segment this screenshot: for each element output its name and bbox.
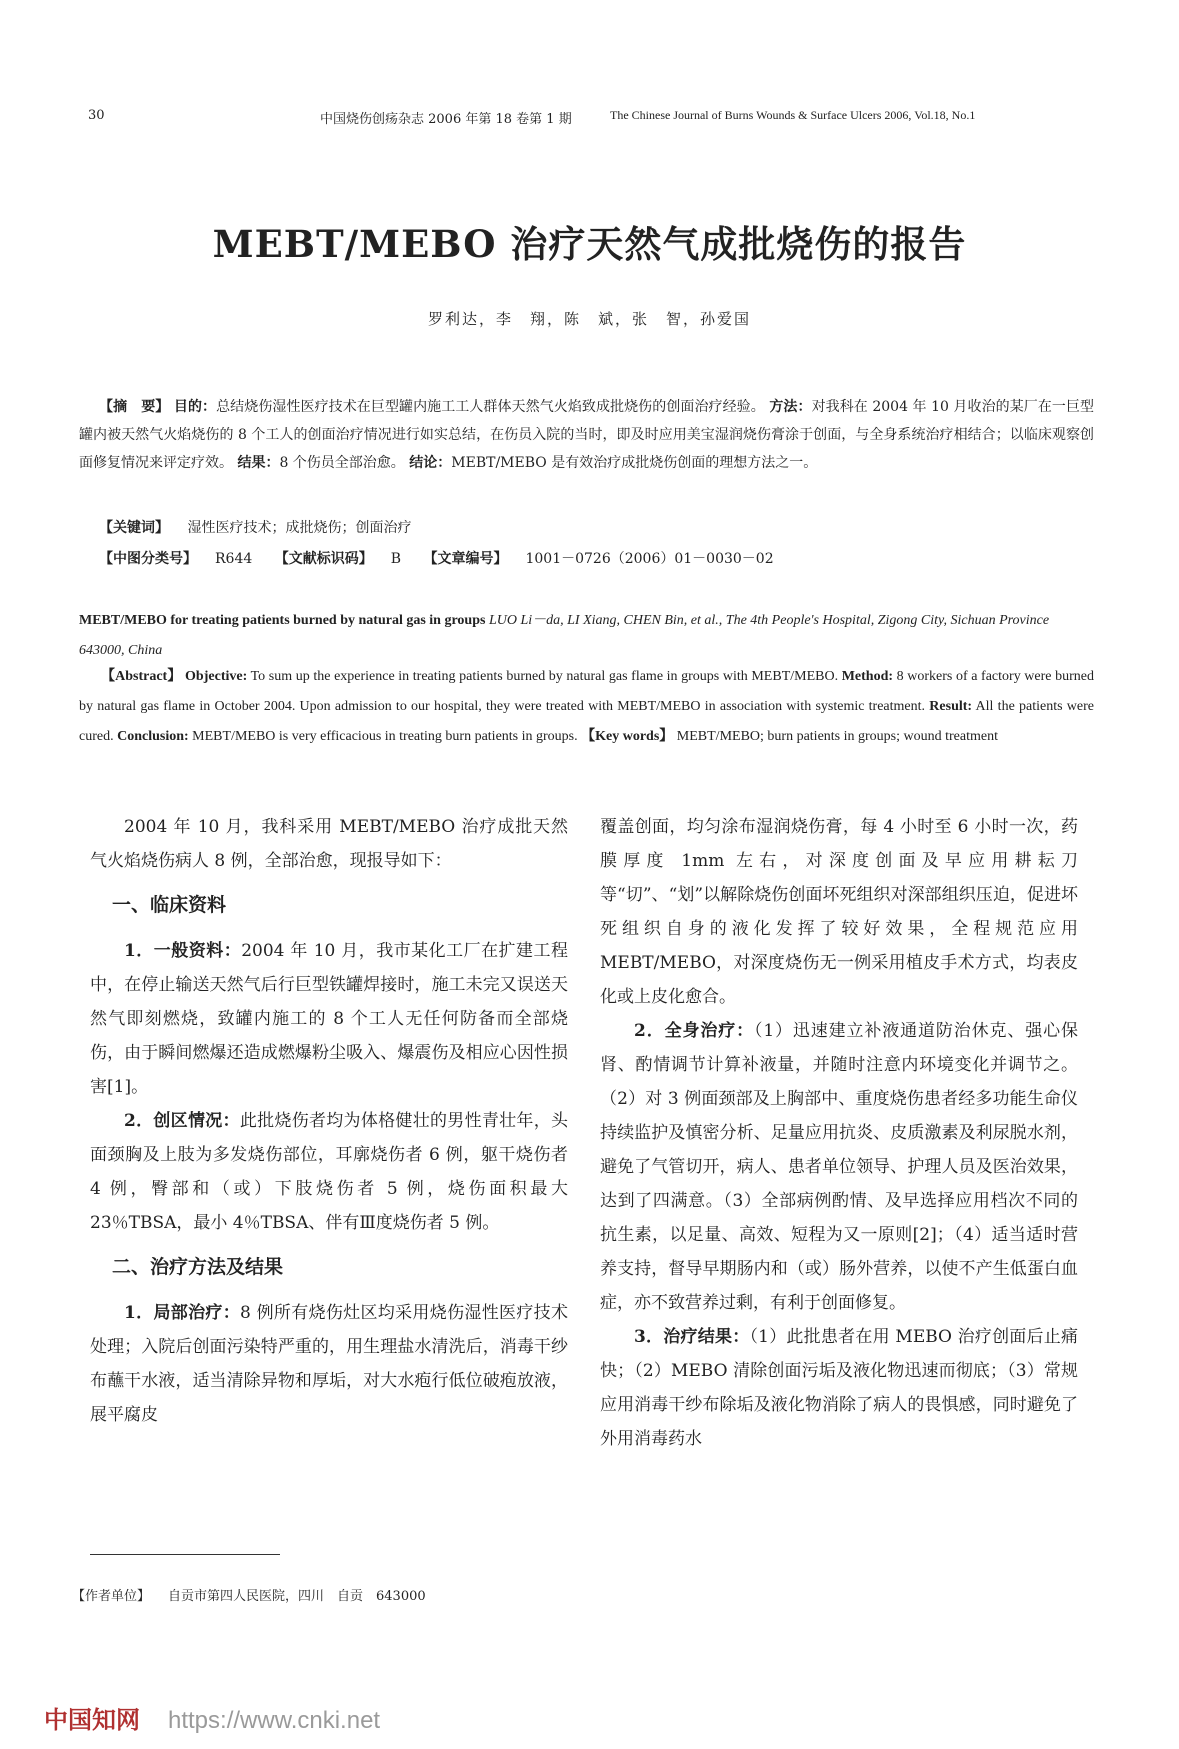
author-list: 罗利达，李 翔，陈 斌，张 智，孙爱国 [427, 310, 751, 328]
en-keywords-text: MEBT/MEBO; burn patients in groups; wound treatment [676, 729, 998, 744]
en-conclusion-label: Conclusion: [117, 729, 189, 744]
en-objective-label: Objective: [185, 669, 248, 684]
conclusion-label: 结论： [409, 455, 452, 471]
page-number: 30 [88, 108, 105, 123]
section-heading-clinical: 一、临床资料 [112, 894, 227, 916]
local-treatment-label: 1．局部治疗： [124, 1303, 241, 1323]
wound-area-paragraph [90, 1104, 568, 1240]
en-abstract-label: 【Abstract】 [101, 669, 182, 684]
footnote-divider [90, 1554, 280, 1555]
doc-code-value: B [390, 551, 402, 567]
abstract-en [79, 662, 1094, 752]
general-info-label: 1．一般资料： [124, 941, 242, 961]
method-text: 对我科在 2004 年 10 月收治的某厂在一巨型罐内被天然气火焰烧伤的 8 个工人的创面治疗情况进行如实总结，在伤员入院的当时，即及时应用美宝湿润烧伤膏涂于创面，与全身系统治疗相结合；以临床观察创面修复情况来评定疗效。 [79, 399, 1095, 471]
results-paragraph [600, 1320, 1078, 1456]
en-result-label: Result: [929, 699, 973, 714]
objective-label: 目的： [173, 399, 217, 415]
abstract-label: 【摘 要】 [99, 399, 170, 415]
results-text: （1）此批患者在用 MEBO 治疗创面后止痛快；（2）MEBO 清除创面污垢及液化物迅速而彻底；（3）常规应用消毒干纱布除垢及液化物消除了病人的畏惧感，同时避免了外用消毒药水 [600, 1327, 1078, 1449]
wound-area-label: 2．创区情况： [124, 1111, 240, 1131]
abstract-cn [79, 393, 1094, 477]
footnote-label: 【作者单位】 [72, 1589, 151, 1604]
english-authors-affiliation: LUO Li－da, LI Xiang, CHEN Bin, et al., The 4th People's Hospital, Zigong City, Sichuan Province 643000, China [79, 613, 1050, 658]
wound-area-text: 此批烧伤者均为体格健壮的男性青壮年，头面颈胸及上肢为多发烧伤部位，耳廓烧伤者 6 例，躯干烧伤者 4 例，臀部和（或）下肢烧伤者 5 例，烧伤面积最大 23％TBSA，最小 4％TBSA、伴有Ⅲ度烧伤者 5 例。 [90, 1111, 568, 1233]
conclusion-text: MEBT/MEBO 是有效治疗成批烧伤创面的理想方法之一。 [451, 455, 818, 471]
section-heading-treatment: 二、治疗方法及结果 [112, 1256, 284, 1278]
doc-code-label: 【文献标识码】 [274, 551, 373, 567]
body-left-column [90, 810, 568, 1432]
cnki-logo: 中国知网 [44, 1707, 140, 1734]
en-objective-text: To sum up the experience in treating patients burned by natural gas flame in groups with MEBT/MEBO. [250, 669, 839, 684]
en-conclusion-text: MEBT/MEBO is very efficacious in treating burn patients in groups. [192, 729, 578, 744]
paper-title: MEBT/MEBO 治疗天然气成批烧伤的报告 [212, 222, 967, 266]
result-label: 结果： [237, 455, 280, 471]
local-treatment-paragraph [90, 1296, 568, 1432]
footnote-text: 自贡市第四人民医院，四川 自贡 643000 [168, 1589, 426, 1604]
body-right-column [600, 810, 1078, 1456]
english-title: MEBT/MEBO for treating patients burned by natural gas in groups [79, 613, 486, 628]
author-affiliation-footnote [72, 1585, 444, 1604]
cnki-watermark [44, 1700, 380, 1735]
en-method-text: 8 workers of a factory were burned by natural gas flame in October 2004. Upon admission to our hospital, they were treated with MEBT/MEBO in association with systemic treatment. [79, 669, 1094, 714]
article-no-value: 1001－0726（2006）01－0030－02 [525, 551, 774, 567]
general-info-text: 2004 年 10 月，我市某化工厂在扩建工程中，在停止输送天然气后行巨型铁罐焊接时，施工未完又误送天然气即刻燃烧，致罐内施工的 8 个工人无任何防备而全部烧伤，由于瞬间燃爆还造成燃爆粉尘吸入、爆震伤及相应心因性损害[1]。 [90, 941, 568, 1097]
en-method-label: Method: [841, 669, 894, 684]
journal-header-cn: 中国烧伤创疡杂志 2006 年第 18 卷第 1 期 [320, 112, 572, 127]
local-treatment-text: 8 例所有烧伤灶区均采用烧伤湿性医疗技术处理；入院后创面污染特严重的，用生理盐水清洗后，消毒干纱布蘸干水液，适当清除异物和厚垢，对大水疱行低位破疱放液，展平腐皮 [90, 1303, 568, 1425]
local-treatment-continued: 覆盖创面，均匀涂布湿润烧伤膏，每 4 小时至 6 小时一次，药膜厚度 1mm 左右，对深度创面及早应用耕耘刀等“切”、“划”以解除烧伤创面坏死组织对深部组织压迫，促进坏死组织自身的液化发挥了较好效果，全程规范应用 MEBT/MEBO，对深度烧伤无一例采用植皮手术方式，均表皮化或上皮化愈合。 [600, 817, 1078, 1007]
systemic-treatment-text: （1）迅速建立补液通道防治休克、强心保肾、酌情调节计算补液量，并随时注意内环境变化并调节之。（2）对 3 例面颈部及上胸部中、重度烧伤患者经多功能生命仪持续监护及慎密分析、足量应用抗炎、皮质激素及利尿脱水剂，避免了气管切开，病人、患者单位领导、护理人员及医治效果，达到了四满意。（3）全部病例酌情、及早选择应用档次不同的抗生素，以足量、高效、短程为又一原则[2]；（4）适当适时营养支持，督导早期肠内和（或）肠外营养，以使不产生低蛋白血症，亦不致营养过剩，有利于创面修复。 [600, 1021, 1078, 1313]
en-keywords-label: 【Key words】 [581, 729, 674, 744]
results-label: 3．治疗结果： [634, 1327, 750, 1347]
objective-text: 总结烧伤湿性医疗技术在巨型罐内施工工人群体天然气火焰致成批烧伤的创面治疗经验。 [216, 399, 765, 415]
en-result-text: All the patients were cured. [79, 699, 1095, 744]
intro-paragraph: 2004 年 10 月，我科采用 MEBT/MEBO 治疗成批天然气火焰烧伤病人 8 例，全部治愈，现报导如下： [90, 817, 568, 871]
clc-label: 【中图分类号】 [99, 551, 197, 567]
keywords-cn [99, 517, 411, 537]
systemic-treatment-paragraph [600, 1014, 1078, 1320]
classification-line [99, 548, 792, 568]
method-label: 方法： [769, 399, 812, 415]
general-info-paragraph [90, 934, 568, 1104]
systemic-treatment-label: 2．全身治疗： [634, 1021, 754, 1041]
result-text: 8 个伤员全部治愈。 [279, 455, 405, 471]
keywords-text: 湿性医疗技术；成批烧伤；创面治疗 [187, 520, 412, 536]
keywords-label: 【关键词】 [99, 520, 169, 536]
journal-header-en: The Chinese Journal of Burns Wounds & Surface Ulcers 2006, Vol.18, No.1 [610, 108, 976, 122]
article-no-label: 【文章编号】 [423, 551, 508, 567]
cnki-url: https://www.cnki.net [168, 1707, 381, 1734]
english-title-block [79, 606, 1094, 666]
clc-value: R644 [215, 551, 253, 567]
